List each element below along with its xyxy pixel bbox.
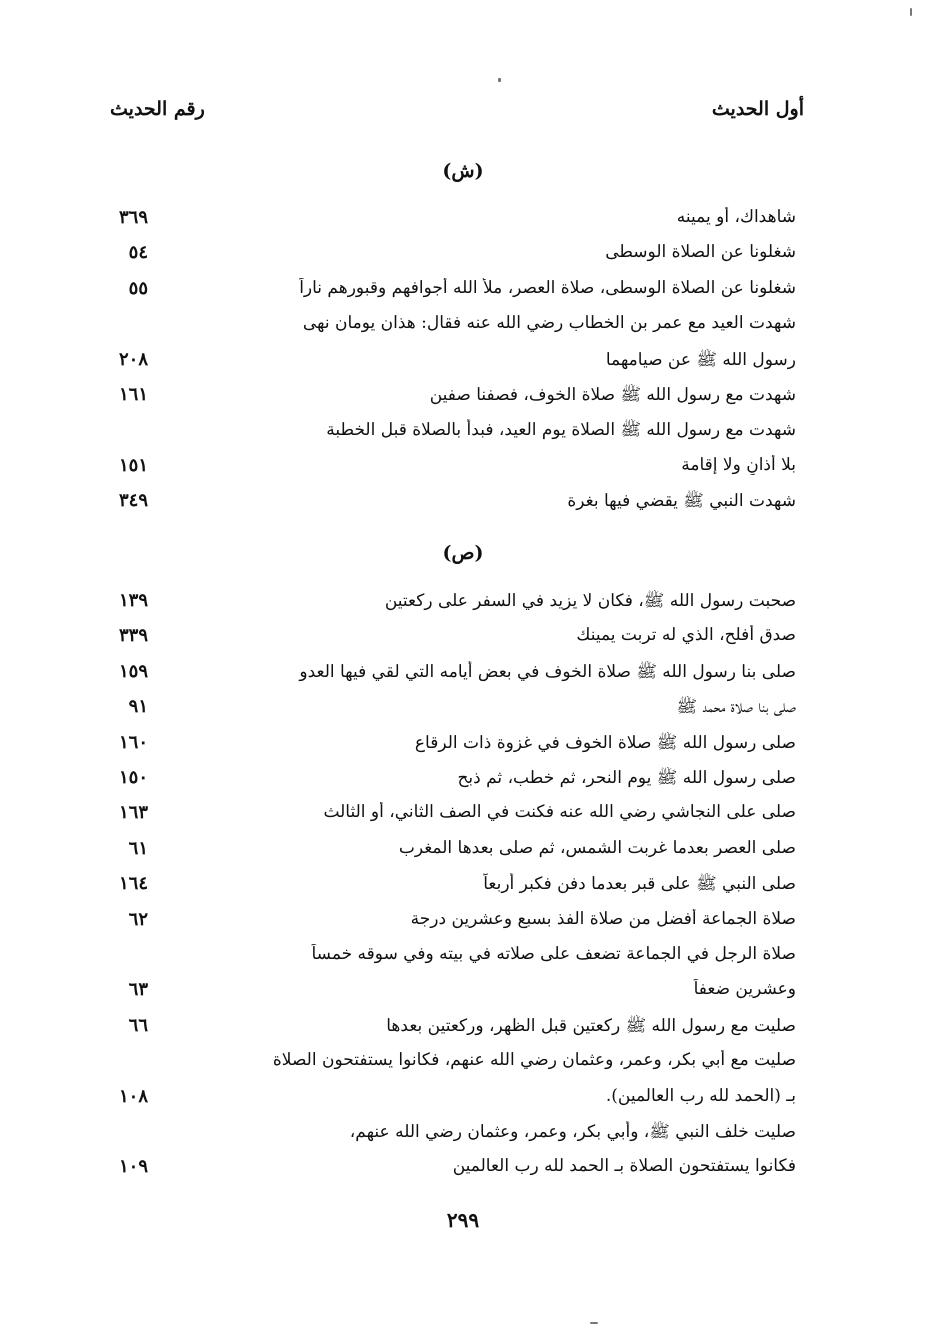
entry-text: صدق أفلح، الذي له تربت يمينك [576,625,796,645]
entry-text: شاهداك، أو يمينه [676,207,796,227]
entry-text: وعشرين ضعفاً [693,979,796,999]
entry-text: صلى النبي ﷺ على قبر بعدما دفن فكبر أربعاً [483,874,796,894]
entry-number: ١٥٠ [118,767,148,788]
index-entry [0,696,926,730]
entry-text: صلاة الرجل في الجماعة تضعف على صلاته في بيته وفي سوقه خمساً [311,944,796,964]
entry-text: صلى رسول الله ﷺ يوم النحر، ثم خطب، ثم ذبح [457,768,796,788]
index-entry [0,873,926,907]
index-entry [0,1050,926,1084]
index-entry [0,490,926,524]
index-entry [0,1015,926,1049]
index-entry [0,838,926,872]
entry-number: ١٥١ [118,455,148,476]
entry-number: ٥٥ [128,278,148,299]
entry-number: ٦٣ [128,979,148,1000]
entry-number: ٦١ [128,838,148,859]
entry-number: ١٦١ [118,384,148,405]
entry-number: ١٥٩ [118,661,148,682]
index-entry [0,278,926,312]
index-entry [0,1156,926,1190]
entry-text: صلى بنا صلاة محمد ﷺ [676,697,796,717]
entry-number: ٣٣٩ [118,625,148,646]
entry-number: ١٠٩ [118,1156,148,1177]
index-entry [0,909,926,943]
index-entry [0,732,926,766]
entry-number: ٢٠٨ [118,349,148,370]
entry-number: ١٦٤ [118,873,148,894]
scan-speck [590,1322,598,1324]
entry-text: شهدت مع رسول الله ﷺ الصلاة يوم العيد، فبدأ بالصلاة قبل الخطبة [326,420,796,440]
index-entry [0,944,926,978]
entry-text: شغلونا عن الصلاة الوسطى [605,242,796,262]
entry-text: رسول الله ﷺ عن صيامهما [605,350,796,370]
entry-text: فكانوا يستفتحون الصلاة بـ الحمد لله رب العالمين [452,1156,796,1176]
scan-speck [498,78,501,82]
entry-number: ٥٤ [128,242,148,263]
entry-text: صليت مع أبي بكر، وعمر، وعثمان رضي الله عنهم، فكانوا يستفتحون الصلاة [272,1050,796,1070]
index-entry [0,349,926,383]
index-entry [0,313,926,347]
page-number: ٢٩٩ [446,1208,480,1232]
entry-text: صليت خلف النبي ﷺ، وأبي بكر، وعمر، وعثمان رضي الله عنهم، [349,1122,796,1142]
entry-text: صلى رسول الله ﷺ صلاة الخوف في غزوة ذات الرقاع [414,733,796,753]
header-hadith-number: رقم الحديث [110,98,205,120]
index-entry [0,979,926,1013]
index-entry [0,419,926,453]
entry-number: ١٠٨ [118,1086,148,1107]
entry-text: بلا أذانٍ ولا إقامة [681,455,796,475]
index-entry [0,661,926,695]
index-entry [0,767,926,801]
index-entry [0,242,926,276]
entry-number: ٣٦٩ [118,207,148,228]
scan-speck [910,8,912,16]
entry-text: شغلونا عن الصلاة الوسطى، صلاة العصر، ملأ الله أجوافهم وقبورهم ناراً [299,278,796,298]
entry-text: صلى على النجاشي رضي الله عنه فكنت في الصف الثاني، أو الثالث [323,802,796,822]
entry-text: صلاة الجماعة أفضل من صلاة الفذ بسبع وعشرين درجة [410,909,796,929]
index-entry [0,590,926,624]
entry-number: ٣٤٩ [118,490,148,511]
entry-number: ١٣٩ [118,590,148,611]
index-entry [0,455,926,489]
entry-text: صلى بنا رسول الله ﷺ صلاة الخوف في بعض أيامه التي لقي فيها العدو [299,662,796,682]
entry-text: شهدت مع رسول الله ﷺ صلاة الخوف، فصفنا صفين [429,385,796,405]
entry-text: صلى العصر بعدما غربت الشمس، ثم صلى بعدها المغرب [398,838,796,858]
index-entry [0,1086,926,1120]
index-entry [0,207,926,241]
entry-number: ١٦٣ [118,802,148,823]
entry-text: شهدت العيد مع عمر بن الخطاب رضي الله عنه فقال: هذان يومان نهى [302,313,796,333]
index-entry [0,1121,926,1155]
entry-text: صليت مع رسول الله ﷺ ركعتين قبل الظهر، وركعتين بعدها [386,1016,796,1036]
entry-text: شهدت النبي ﷺ يقضي فيها بغرة [567,491,796,511]
index-entry [0,384,926,418]
entry-number: ١٦٠ [118,732,148,753]
entry-number: ٦٢ [128,909,148,930]
index-entry [0,625,926,659]
entry-text: بـ (الحمد لله رب العالمين). [605,1086,796,1106]
header-first-of-hadith: أول الحديث [711,98,804,120]
section-heading: (ص) [442,542,484,564]
entry-text: صحبت رسول الله ﷺ، فكان لا يزيد في السفر على ركعتين [384,591,796,611]
entry-number: ٦٦ [128,1015,148,1036]
section-heading: (ش) [442,160,484,182]
index-entry [0,802,926,836]
entry-number: ٩١ [128,696,148,717]
